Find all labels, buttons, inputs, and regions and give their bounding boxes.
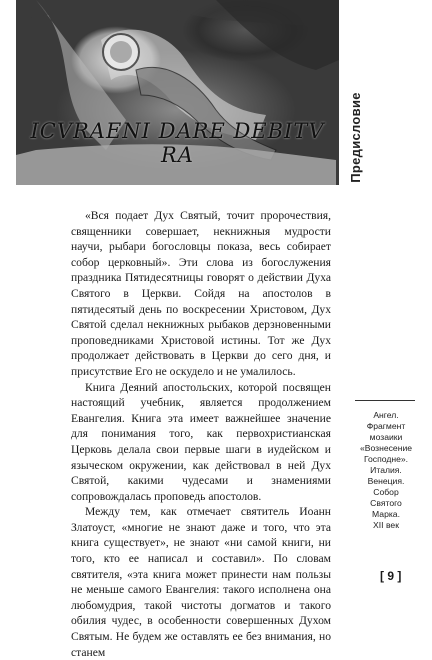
paragraph-1: «Вся подает Дух Святый, точит пророчествия, священники совершает, некнижныя мудрости научи, рыбари богословцы показа, весь собирает собор церковный». Эти слова из богослужения праздника Пятидесятницы говорят о действии Духа Святого в Церкви. Сойдя на апостолов в пятидесятый день по воскресении Христовом, Дух Святой сделал некнижных рыбаков дерзновенными проповедниками Христовой истины. Тот же Дух продолжает действовать в Церкви до сего дня, и присутствие Его не оскудело и не умалилось.	[71, 209, 331, 378]
caption-divider	[355, 400, 415, 401]
body-text	[71, 208, 331, 660]
paragraph-2: Книга Деяний апостольских, которой посвящен настоящий учебник, является продолжением Евангелия. Книга эта имеет важнейшее значение для понимания того, как первохристианская Церковь делала свои первые шаги в иудейском и языческом окружении, как действовал в ней Дух Святой, какими чудесами и знамениями сопровождалась проповедь апостолов.	[71, 380, 331, 503]
paragraph-3: Между тем, как отмечает святитель Иоанн Златоуст, «многие не знают даже и того, что эта книга существует», не знают «ни самой книги, ни того, кто ее написал и составил». По словам святителя, «эта книга может принести нам пользы не меньше самого Евангелия: такого исполнена она любомудрия, такой чистоты догматов и такого обилия чудес, в особенности совершенных Духом Святым. Не будем же оставлять ее без внимания, но станем	[71, 505, 331, 659]
caption-line: Ангел.	[373, 410, 399, 420]
caption-line: Святого	[370, 498, 402, 508]
page-number: [ 9 ]	[380, 569, 402, 583]
mosaic-inscription: ICVRAENI DARE DEBITV RA	[30, 119, 325, 167]
caption-line: Марка.	[372, 509, 400, 519]
mosaic-illustration	[16, 0, 339, 185]
caption-line: «Вознесение	[359, 443, 413, 453]
caption-line: Италия.	[370, 465, 402, 475]
image-caption	[357, 410, 415, 531]
caption-line: XII век	[373, 520, 399, 530]
caption-line: Фрагмент	[366, 421, 406, 431]
section-title-vertical	[345, 90, 365, 185]
caption-line: Собор	[373, 487, 399, 497]
caption-line: Господне».	[363, 454, 409, 464]
caption-line: Венеция.	[367, 476, 405, 486]
caption-line: мозаики	[369, 432, 403, 442]
section-title: Предисловие	[347, 92, 363, 183]
